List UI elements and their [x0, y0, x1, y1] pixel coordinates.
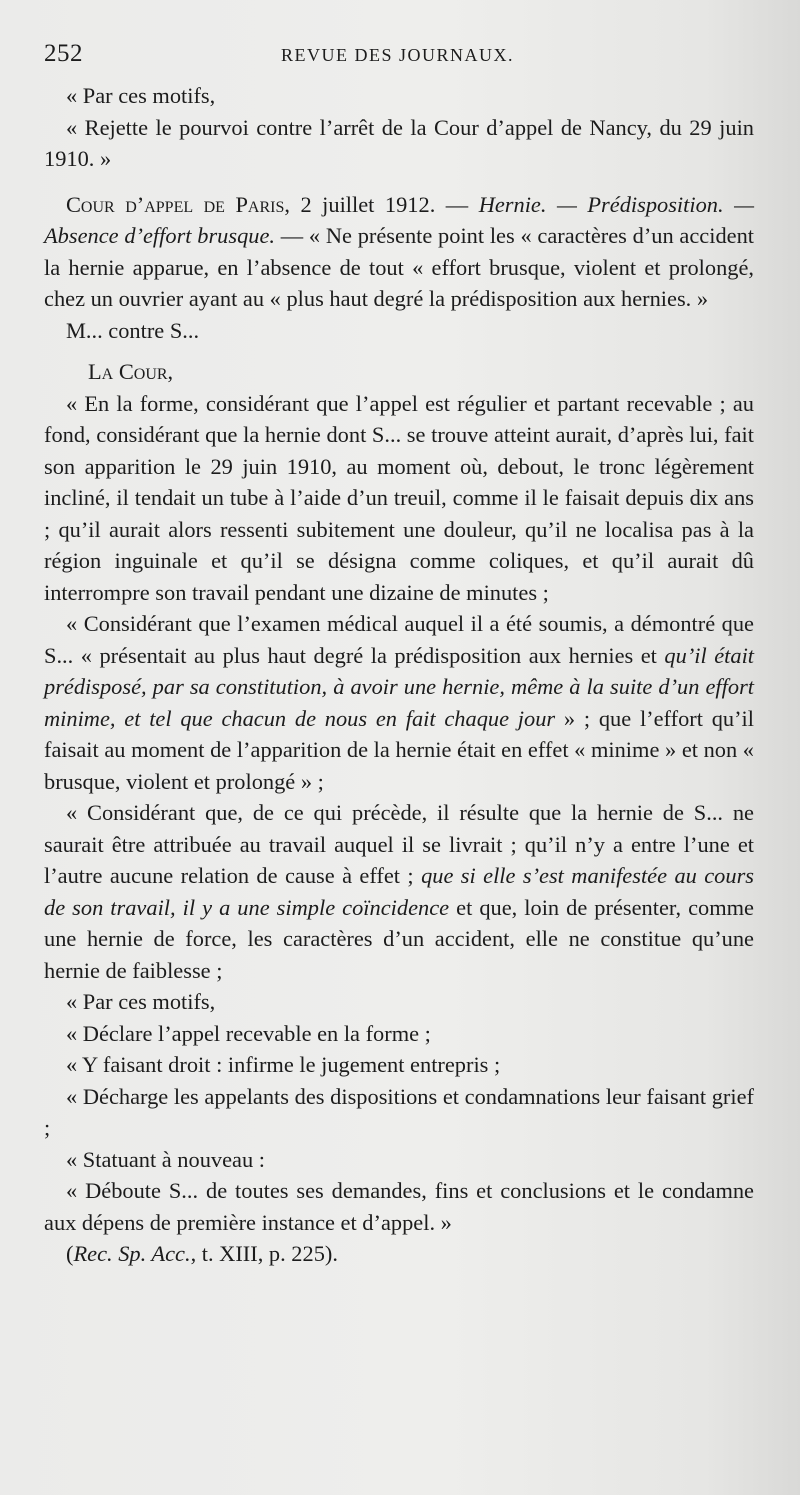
paragraph-infirme: « Y faisant droit : infirme le jugement entrepris ;	[66, 1052, 501, 1077]
case-date: , 2 juillet 1912. —	[284, 191, 479, 217]
paragraph-examen-medical	[44, 608, 754, 797]
paragraph-decharge: « Décharge les appelants des dispositions et condamnations leur faisant grief ;	[44, 1083, 754, 1140]
case-headnote: — « Ne présente point les « caractères d’un accident la hernie apparue, en l’absence de tout « effort brusque, violent et prolongé, chez un ouvrier ayant au « plus haut degré la prédisposition aux hernies. »	[44, 223, 755, 311]
text-span: » ; que l’effort qu’il faisait au moment de l’apparition de la hernie était en effet « minime » et non « brusque, violent et prolongé » ;	[44, 705, 754, 794]
italic-quote: que si elle s’est manifestée au cours de son travail, il y a une simple coïncidence	[44, 863, 754, 920]
paragraph-considerant	[44, 797, 754, 986]
case-subject: Hernie. — Prédisposition. — Absence d’effort brusque.	[44, 191, 754, 248]
running-title: REVUE DES JOURNAUX.	[281, 45, 515, 65]
paragraph-en-la-forme: « En la forme, considérant que l’appel est régulier et partant recevable ; au fond, considérant que la hernie dont S... se trouve atteint aurait, d’après lui, fait son apparition le 29 juin 1910, au moment où, debout, le tronc légèrement incliné, il tendait un tube à l’aide d’un treuil, comme il le faisait depuis dix ans ; qu’il aurait alors ressenti subitement une douleur, qu’il ne localisa pas à la région inguinale et qu’il se désigna comme coliques, et qu’il aurait dû interrompre son travail pendant une dizaine de minutes ;	[44, 390, 754, 605]
text-span: et que, loin de présenter, comme une hernie de force, les caractères d’un accident, elle ne constitue qu’une hernie de faiblesse ;	[44, 894, 754, 983]
citation-rest: , t. XIII, p. 225).	[190, 1241, 338, 1266]
running-header	[44, 40, 754, 80]
italic-quote: qu’il était prédisposé, par sa constitution, à avoir une hernie, même à la suite d’un effort minime, et tel que chacun de nous en fait chaque jour	[44, 642, 755, 731]
page-number: 252	[44, 40, 83, 67]
paragraph-deboute: « Déboute S... de toutes ses demandes, fins et conclusions et le condamne aux dépens de première instance et d’appel. »	[44, 1178, 754, 1235]
paragraph-motifs: « Par ces motifs,	[66, 83, 216, 108]
citation-open: (	[66, 1241, 74, 1266]
court-name: Cour d’appel de Paris	[66, 191, 285, 217]
paragraph-rejette: « Rejette le pourvoi contre l’arrêt de la Cour d’appel de Nancy, du 29 juin 1910. »	[44, 114, 754, 171]
paragraph-case-summary	[44, 189, 754, 315]
paragraph-par-ces-motifs: « Par ces motifs,	[66, 989, 216, 1014]
paragraph-citation	[44, 1238, 754, 1270]
text-span: « Considérant que, de ce qui précède, il résulte que la hernie de S... ne saurait être attribuée au travail auquel il se livrait ; qu’il n’y a entre l’une et l’autre aucune relation de cause à effet ;	[44, 800, 754, 888]
article-body	[44, 80, 754, 1270]
paragraph-statuant: « Statuant à nouveau :	[66, 1146, 265, 1172]
paragraph-declare: « Déclare l’appel recevable en la forme ;	[66, 1020, 431, 1046]
paragraph-la-cour: La Cour,	[88, 359, 174, 384]
citation-source: Rec. Sp. Acc.	[73, 1241, 191, 1266]
paragraph-parties: M... contre S...	[66, 317, 200, 343]
text-span: « Considérant que l’examen médical auquel il a été soumis, a démontré que S... « présentait au plus haut degré la prédisposition aux hernies et	[44, 611, 754, 668]
